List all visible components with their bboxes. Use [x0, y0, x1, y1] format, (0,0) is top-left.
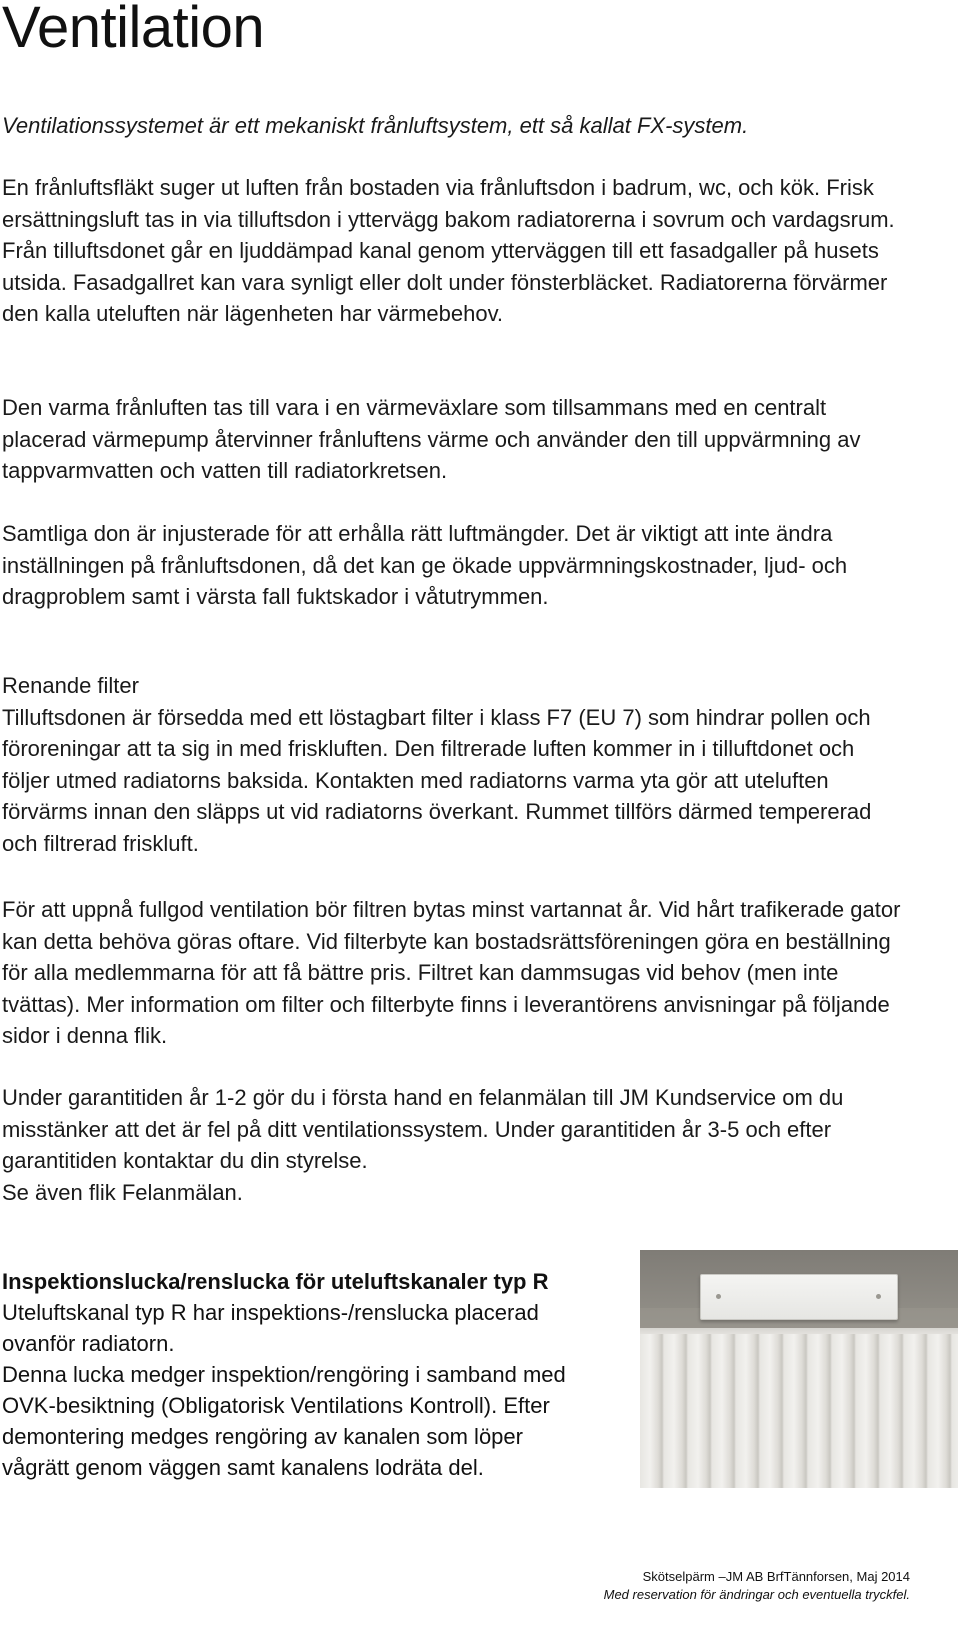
hatch-screw: [716, 1294, 721, 1299]
inspection-text-2: Denna lucka medger inspektion/rengöring i samband med OVK-besiktning (Obligatorisk Ventilations Kontroll). Efter demontering medges rengöring av kanalen som löper vågrätt genom väggen samt kanalens lodräta del.: [2, 1362, 566, 1480]
heat-recovery-paragraph: Den varma frånluften tas till vara i en värmeväxlare som tillsammans med en centralt placerad värmepump återvinner frånluftens värme och använder den till uppvärmning av tappvarmvatten och vatten till radiatorkretsen.: [2, 395, 861, 483]
inspection-heading: Inspektionslucka/renslucka för uteluftskanaler typ R: [2, 1269, 549, 1294]
page-title: Ventilation: [2, 0, 265, 60]
adjustment-warning-paragraph: Samtliga don är injusterade för att erhålla rätt luftmängder. Det är viktigt att inte ändra inställningen på frånluftsdonen, då det kan ge ökade uppvärmningskostnader, ljud- och dragproblem samt i värsta fall fuktskador i våtutrymmen.: [2, 521, 848, 609]
page-footer: [604, 1568, 910, 1604]
inspection-text-1: Uteluftskanal typ R har inspektions-/renslucka placerad ovanför radiatorn.: [2, 1300, 539, 1356]
inspection-hatch-section: [2, 1266, 612, 1483]
warranty-section: [2, 1082, 902, 1208]
radiator-hatch-photo: [640, 1250, 958, 1488]
intro-paragraph: Ventilationssystemet är ett mekaniskt frånluftsystem, ett så kallat FX-system.: [2, 113, 749, 138]
footer-source: Skötselpärm –JM AB BrfTännforsen, Maj 2014: [642, 1569, 910, 1584]
filter-section-heading: Renande filter: [2, 673, 139, 698]
see-also-link-text: Se även flik Felanmälan.: [2, 1179, 243, 1205]
system-description-paragraph: En frånluftsfläkt suger ut luften från bostaden via frånluftsdon i badrum, wc, och kök. Frisk ersättningsluft tas in via tilluftsdon i yttervägg bakom radiatorerna i sovrum och vardagsrum. Från tilluftsdonet går en ljuddämpad kanal genom ytterväggen till ett fasadgaller på husets utsida. Fasadgallret kan vara synligt eller dolt under fönsterbläcket. Radiatorerna förvärmer den kalla uteluften när lägenheten har värmebehov.: [2, 175, 895, 326]
inspection-body: [2, 1297, 582, 1483]
warranty-paragraph: Under garantitiden år 1-2 gör du i första hand en felanmälan till JM Kundservice om du misstänker att det är fel på ditt ventilationssystem. Under garantitiden år 3-5 och efter garantitiden kontaktar du din styrelse.: [2, 1085, 844, 1173]
filter-replacement-paragraph: För att uppnå fullgod ventilation bör filtren bytas minst vartannat år. Vid hårt trafikerade gator kan detta behöva göras oftare. Vid filterbyte kan bostadsrättsföreningen göra en beställning för alla medlemmarna för att få bättre pris. Filtret kan dammsugas vid behov (men inte tvättas). Mer information om filter och filterbyte finns i leverantörens anvisningar på följande sidor i denna flik.: [2, 897, 901, 1048]
hatch-screw: [876, 1294, 881, 1299]
filter-section-body: Tilluftsdonen är försedda med ett löstagbart filter i klass F7 (EU 7) som hindrar pollen och föroreningar att ta sig in med friskluften. Den filtrerade luften kommer in i tilluftdonet och följer utmed radiatorns baksida. Kontakten med radiatorns varma yta gör att uteluften förvärms innan den släpps ut vid radiatorns överkant. Rummet tillförs därmed tempererad och filtrerad friskluft.: [2, 704, 872, 856]
filter-section: [2, 670, 902, 859]
footer-disclaimer: Med reservation för ändringar och eventuella tryckfel.: [603, 1587, 910, 1602]
radiator-image: [640, 1334, 958, 1488]
inspection-hatch-image: [700, 1274, 898, 1320]
